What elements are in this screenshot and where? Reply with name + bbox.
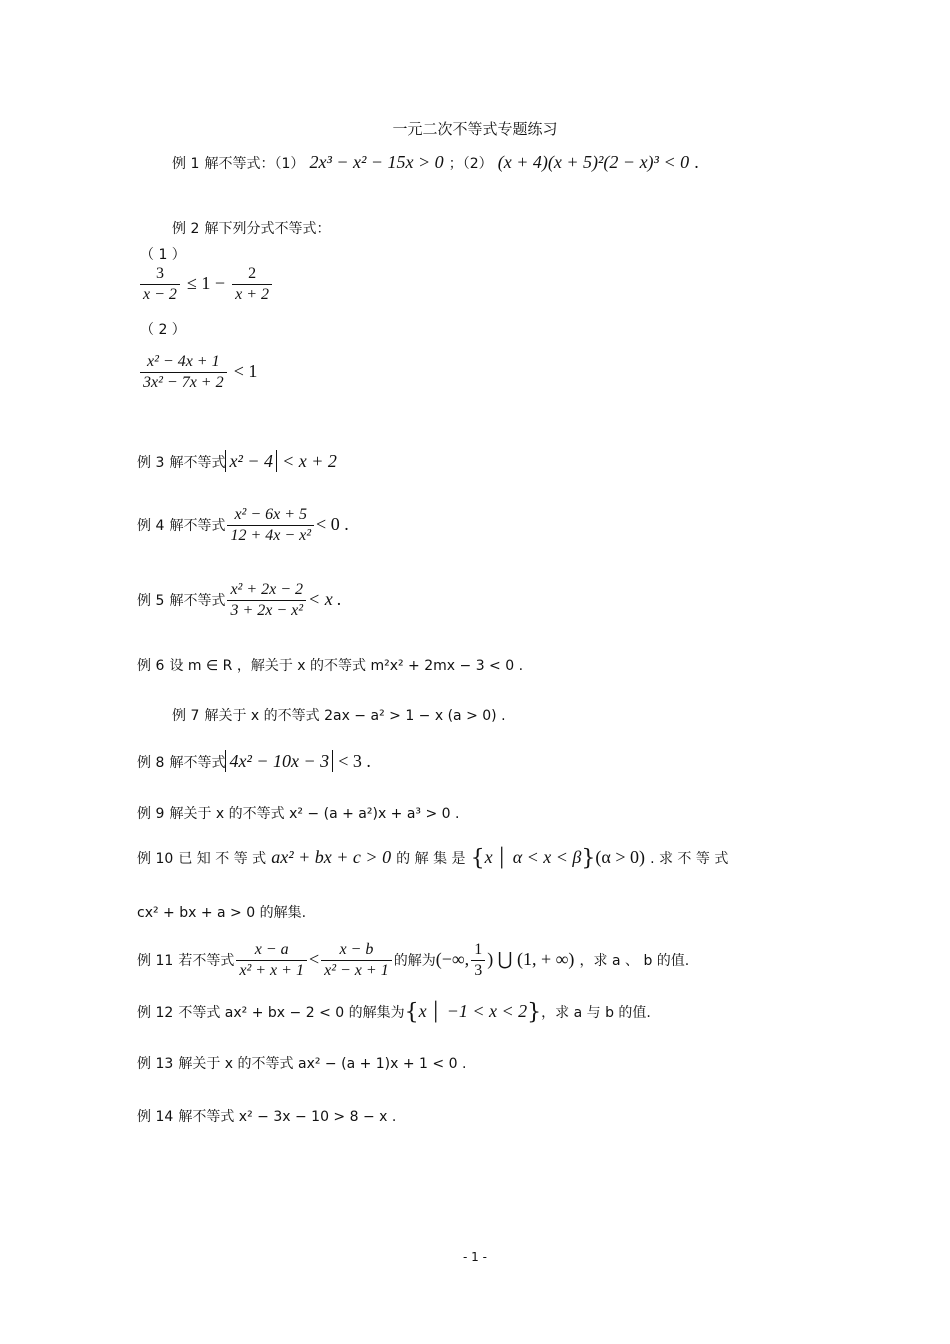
example-9: 例 9 解关于 x 的不等式 x² − (a + a²)x + a³ > 0 .: [137, 806, 460, 822]
example-10: 例 10 已 知 不 等 式 ax² + bx + c > 0 的 解 集 是 {x │ α < x < β}(α > 0) . 求 不 等 式: [137, 846, 729, 871]
math-expression: 2x³ − x² − 15x > 0: [309, 152, 444, 172]
math-expression: ax² + bx + c > 0: [271, 847, 392, 867]
example-label: 例 5: [137, 593, 165, 609]
part-2-label: （ 2 ）: [140, 322, 186, 338]
fraction: $\frac{x - b}{\text{x² − x + 1}}$: [321, 940, 392, 981]
example-7: 例 7 解关于 x 的不等式 2ax − a² > 1 − x (a > 0) .: [172, 708, 506, 724]
left-brace: {: [470, 846, 485, 871]
absolute-value: x² − 4: [225, 450, 277, 472]
example-11: 例 11 若不等式 $\frac{x - a}{\text{x² + x + 1}}$ < $\frac{x - b}{\text{x² − x + 1}}$ 的解为(−∞, $\frac{1}{3}$ ) ⋃ (1, + ∞) ，求 a 、 b 的值.: [137, 941, 690, 979]
part-1-label: （ 1 ）: [140, 247, 186, 263]
fraction: $\frac{2}{x + 2}$: [232, 264, 272, 305]
page-number: - 1 -: [463, 1250, 487, 1264]
example-13: 例 13 解关于 x 的不等式 ax² − (a + 1)x + 1 < 0 .: [137, 1056, 467, 1072]
example-label: 例 11: [137, 953, 174, 969]
example-6: 例 6 设 m ∈ R ，解关于 x 的不等式 m²x² + 2mx − 3 < 0 .: [137, 658, 524, 674]
fraction: $\frac{\text{x² − 6x + 5}}{\text{12 + 4x − x²}}$: [227, 505, 314, 546]
example-10-line-2: cx² + bx + a > 0 的解集.: [137, 905, 307, 921]
example-label: 例 2: [172, 221, 200, 237]
example-14: 例 14 解不等式 x² − 3x − 10 > 8 − x .: [137, 1109, 397, 1125]
example-label: 例 1: [172, 156, 200, 172]
example-2: 例 2 解下列分式不等式：: [172, 221, 331, 237]
fraction: $\frac{x - a}{\text{x² + x + 1}}$: [236, 940, 307, 981]
right-brace: }: [581, 846, 596, 871]
set-builder: x │ α < x < β: [484, 847, 582, 867]
example-label: 例 12: [137, 1005, 174, 1021]
example-label: 例 7: [172, 708, 200, 724]
example-label: 例 9: [137, 806, 165, 822]
example-5: 例 5 解不等式 $\frac{\text{x² + 2x − 2}}{\text{3 + 2x − x²}}$ < x .: [137, 581, 342, 619]
math-expression: (x + 4)(x + 5)²(2 − x)³ < 0: [497, 152, 690, 172]
left-brace: {: [404, 1000, 419, 1025]
example-label: 例 3: [137, 455, 165, 471]
fraction-inequality-2: $\frac{\text{x² − 4x + 1}}{\text{3x² − 7x + 2}}$ < 1: [138, 352, 257, 393]
example-label: 例 8: [137, 755, 165, 771]
fraction: $\frac{3}{x - 2}$: [140, 264, 180, 305]
example-8: 例 8 解不等式 4x² − 10x − 3 < 3 .: [137, 751, 371, 771]
absolute-value: 4x² − 10x − 3: [225, 750, 333, 772]
example-4: 例 4 解不等式 $\frac{\text{x² − 6x + 5}}{\text{12 + 4x − x²}}$ < 0 .: [137, 506, 349, 544]
example-3: 例 3 解不等式 x² − 4 < x + 2: [137, 451, 337, 471]
set-builder: x │ −1 < x < 2: [418, 1001, 528, 1021]
page-title: 一元二次不等式专题练习: [392, 120, 558, 138]
example-label: 例 14: [137, 1109, 174, 1125]
fraction: $\frac{\text{x² − 4x + 1}}{\text{3x² − 7x + 2}}$: [140, 352, 227, 393]
example-label: 例 6: [137, 658, 165, 674]
fraction: $\frac{1}{3}$: [471, 940, 485, 981]
example-label: 例 13: [137, 1056, 174, 1072]
example-12: 例 12 不等式 ax² + bx − 2 < 0 的解集为{x │ −1 < x < 2}，求 a 与 b 的值.: [137, 1000, 651, 1025]
right-brace: }: [527, 1000, 542, 1025]
example-label: 例 4: [137, 518, 165, 534]
fraction-inequality-1: $\frac{3}{x - 2}$ ≤ 1 − $\frac{2}{x + 2}$: [138, 264, 274, 305]
fraction: $\frac{\text{x² + 2x − 2}}{\text{3 + 2x − x²}}$: [227, 580, 306, 621]
example-label: 例 10: [137, 851, 174, 867]
example-1: 例 1 解不等式：（1） 2x³ − x² − 15x > 0 ；（2） (x + 4)(x + 5)²(2 − x)³ < 0 .: [172, 152, 699, 172]
